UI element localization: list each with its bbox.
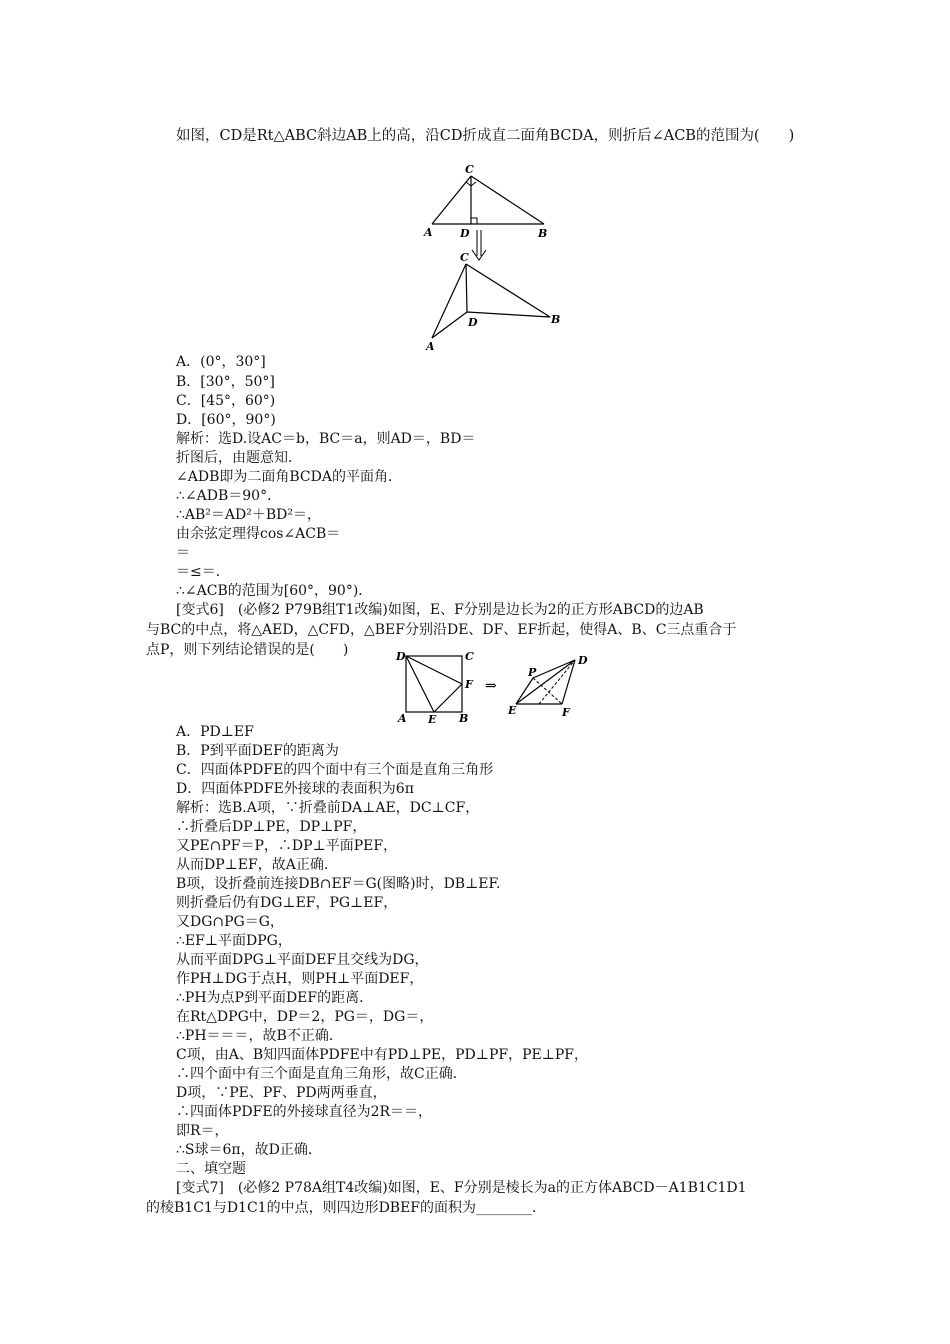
fig1-label-a: A <box>424 226 433 239</box>
problem5-solution-line: 解析：选D.设AC＝b，BC＝a，则AD＝，BD＝ <box>176 431 476 447</box>
problem6-solution-line: ∴四面体PDFE的外接球直径为2R＝＝， <box>176 1104 433 1120</box>
problem6-solution-line: ∴折叠后DP⊥PE，DP⊥PF， <box>176 819 367 835</box>
problem6-solution-line: 在Rt△DPG中，DP＝2，PG＝，DG＝， <box>176 1009 434 1025</box>
fig1-label-b: B <box>538 227 548 240</box>
problem6-solution-line: ∴EF⊥平面DPG， <box>176 933 292 949</box>
problem5-stem: 如图，CD是Rt△ABC斜边AB上的高，沿CD折成直二面角BCDA，则折后∠ACB的范围为( ) <box>176 128 795 144</box>
fig2-label-a: A <box>398 712 407 725</box>
problem6-solution-line: ∴四个面中有三个面是直角三角形，故C正确． <box>176 1066 467 1082</box>
fig2b-label-e: E <box>508 704 517 717</box>
fig2-arrow: ⇒ <box>485 678 497 694</box>
problem5-solution-line: ∴AB²＝AD²＋BD²＝， <box>176 507 321 523</box>
problem6-solution-line: 即R＝， <box>176 1123 229 1139</box>
problem5-solution-line: ＝ <box>176 545 190 561</box>
problem5-solution-line: ∠ADB即为二面角BCDA的平面角． <box>176 469 402 485</box>
problem6-solution-line: ∴PH＝＝＝，故B不正确． <box>176 1028 343 1044</box>
problem5-figure <box>420 160 570 355</box>
problem6-solution-line: B项，设折叠前连接DB∩EF＝G(图略)时，DB⊥EF. <box>176 876 501 892</box>
fig1b-label-c: C <box>460 251 469 264</box>
fig2-label-b: B <box>459 712 469 725</box>
problem5-solution-line: 折图后，由题意知． <box>176 450 302 466</box>
fig2-label-f: F <box>465 678 473 691</box>
problem6-solution-line: 从而平面DPG⊥平面DEF且交线为DG， <box>176 952 429 968</box>
fig2-label-e: E <box>428 713 437 726</box>
fig2b-label-p: P <box>528 666 537 679</box>
problem6-option-d: D．四面体PDFE外接球的表面积为6π <box>176 781 414 797</box>
problem5-solution-line: 由余弦定理得cos∠ACB＝ <box>176 526 341 542</box>
problem5-option-a: A．(0°，30°] <box>176 354 266 370</box>
problem6-solution-line: 解析：选B.A项，∵折叠前DA⊥AE，DC⊥CF， <box>176 800 480 816</box>
section-heading: 二、填空题 <box>176 1161 246 1177</box>
fig2-label-c: C <box>465 650 474 663</box>
problem6-figure <box>392 648 592 728</box>
problem6-solution-line: 则折叠后仍有DG⊥EF，PG⊥EF， <box>176 895 398 911</box>
problem6-option-b: B．P到平面DEF的距离为 <box>176 743 339 759</box>
fig1-label-c: C <box>465 163 474 176</box>
problem6-solution-line: C项，由A、B知四面体PDFE中有PD⊥PE，PD⊥PF，PE⊥PF， <box>176 1047 589 1063</box>
problem6-stem-line2: 与BC的中点，将△AED，△CFD，△BEF分别沿DE、DF、EF折起，使得A、B、C三点重合于 <box>146 622 737 638</box>
fig1-label-d: D <box>460 227 470 240</box>
problem6-option-c: C．四面体PDFE的四个面中有三个面是直角三角形 <box>176 762 494 778</box>
problem6-solution-line: 又DG∩PG＝G， <box>176 914 284 930</box>
fig2b-label-f: F <box>562 706 570 719</box>
problem5-option-d: D．[60°，90°) <box>176 412 276 428</box>
problem6-stem-line3: 点P，则下列结论错误的是( ) <box>146 642 349 658</box>
problem6-stem-line1: [变式6] (必修2 P79B组T1改编)如图，E、F分别是边长为2的正方形ABCD的边AB <box>176 602 704 618</box>
problem6-solution-line: 又PE∩PF＝P，∴DP⊥平面PEF， <box>176 838 398 854</box>
problem6-solution-line: 作PH⊥DG于点H，则PH⊥平面DEF， <box>176 971 424 987</box>
problem7-stem-line1: [变式7] (必修2 P78A组T4改编)如图，E、F分别是棱长为a的正方体ABCD－A1B1C1D1 <box>176 1180 747 1196</box>
problem6-solution-line: D项，∵PE、PF、PD两两垂直， <box>176 1085 387 1101</box>
fig1b-label-b: B <box>551 313 561 326</box>
fig2b-label-d: D <box>578 654 588 667</box>
problem6-solution-line: ∴PH为点P到平面DEF的距离． <box>176 990 374 1006</box>
problem5-option-c: C．[45°，60°) <box>176 393 276 409</box>
fig1b-label-d: D <box>468 316 478 329</box>
problem6-solution-line: ∴S球＝6π，故D正确． <box>176 1142 322 1158</box>
fig2-label-d: D <box>396 650 406 663</box>
problem6-option-a: A．PD⊥EF <box>176 724 254 740</box>
problem5-solution-line: ∴∠ACB的范围为[60°，90°)． <box>176 583 373 599</box>
problem6-solution-line: 从而DP⊥EF，故A正确． <box>176 857 338 873</box>
problem5-solution-line: ＝≤＝． <box>176 564 230 580</box>
problem7-stem-line2: 的棱B1C1与D1C1的中点，则四边形DBEF的面积为________． <box>146 1200 547 1216</box>
fig1b-label-a: A <box>426 340 435 353</box>
problem5-option-b: B．[30°，50°] <box>176 374 275 390</box>
problem5-solution-line: ∴∠ADB＝90°． <box>176 488 282 504</box>
